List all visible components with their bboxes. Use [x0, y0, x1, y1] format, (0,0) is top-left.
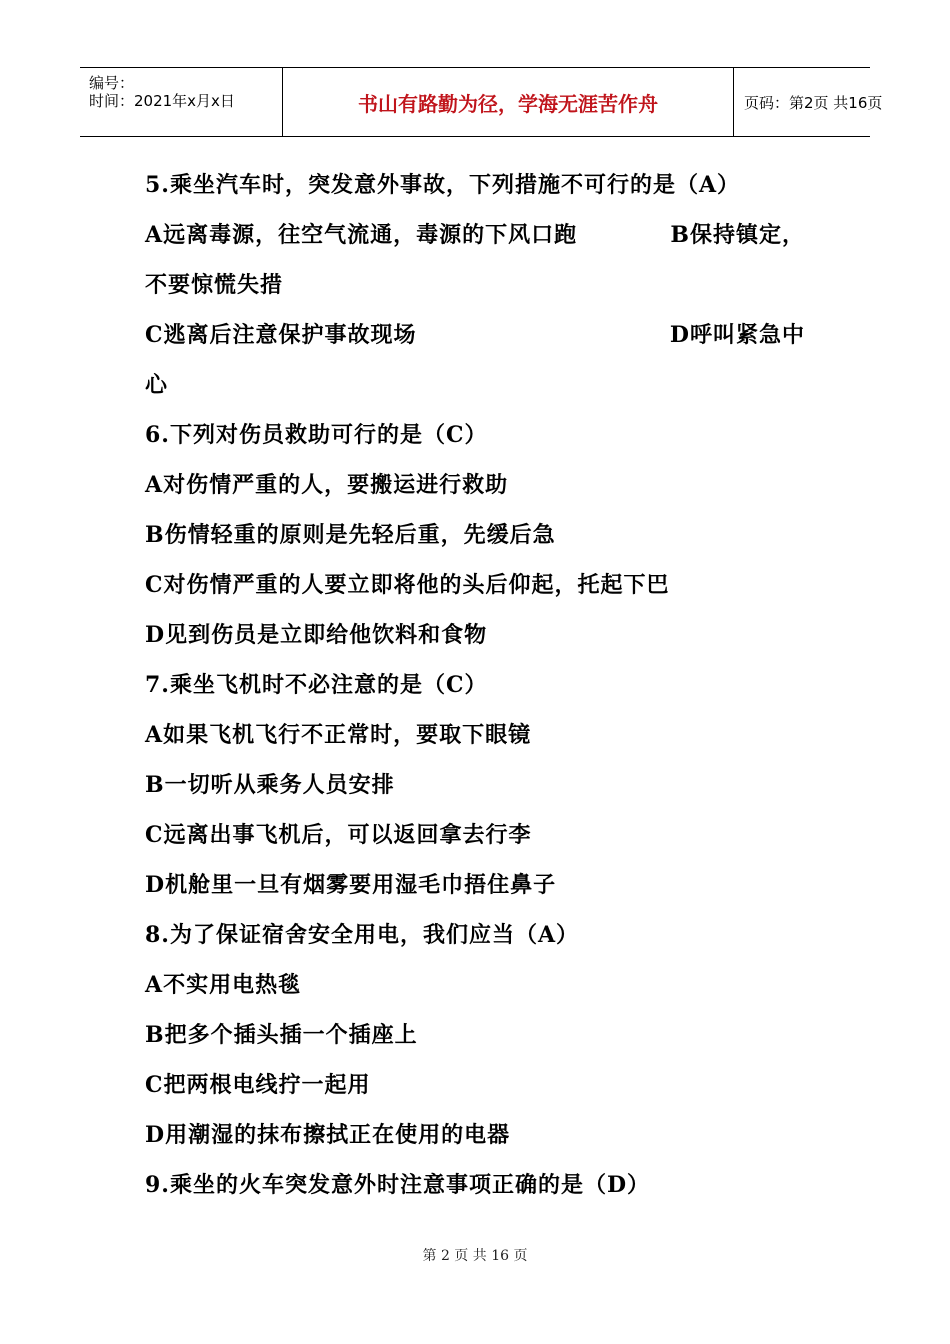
- option-5b: B保持镇定，: [670, 222, 805, 248]
- option-8b: B把多个插头插一个插座上: [145, 1022, 418, 1048]
- option-7d: D机舱里一旦有烟雾要用湿毛巾捂住鼻子: [145, 872, 557, 898]
- page-footer: 第 2 页 共 16 页: [422, 1248, 528, 1264]
- option-5a: A远离毒源，往空气流通，毒源的下风口跑: [145, 222, 578, 248]
- question-5: 5.乘坐汽车时，突发意外事故，下列措施不可行的是（A）: [145, 172, 741, 198]
- header-motto: 书山有路勤为径，学海无涯苦作舟: [282, 68, 734, 136]
- option-8d: D用潮湿的抹布擦拭正在使用的电器: [145, 1122, 511, 1148]
- page-header: [80, 67, 883, 137]
- question-8: 8.为了保证宿舍安全用电，我们应当（A）: [145, 922, 580, 948]
- option-5d-continued: 心: [145, 372, 169, 398]
- option-7a: A如果飞机飞行不正常时，要取下眼镜: [145, 722, 532, 748]
- option-7c: C远离出事飞机后，可以返回拿去行李: [145, 822, 532, 848]
- question-7: 7.乘坐飞机时不必注意的是（C）: [145, 672, 488, 698]
- question-9: 9.乘坐的火车突发意外时注意事项正确的是（D）: [145, 1172, 651, 1198]
- option-5c: C逃离后注意保护事故现场: [145, 322, 417, 348]
- option-8c: C把两根电线拧一起用: [145, 1072, 371, 1098]
- question-5-options-row: [145, 210, 805, 260]
- question-6: 6.下列对伤员救助可行的是（C）: [145, 422, 488, 448]
- option-6a: A对伤情严重的人，要搬运进行救助: [145, 472, 509, 498]
- option-5b-continued: 不要惊慌失措: [145, 272, 284, 298]
- question-5-options-row-2: [145, 310, 805, 360]
- option-6d: D见到伤员是立即给他饮料和食物: [145, 622, 488, 648]
- header-page-info: 页码：第2页 共16页: [744, 93, 883, 112]
- option-8a: A不实用电热毯: [145, 972, 302, 998]
- document-body: [145, 160, 825, 1210]
- document-time-label: 时间：2021年x月x日: [89, 92, 235, 110]
- option-6c: C对伤情严重的人要立即将他的头后仰起，托起下巴: [145, 572, 670, 598]
- document-number-label: 编号：: [89, 74, 135, 92]
- option-5d: D呼叫紧急中: [669, 322, 805, 348]
- option-7b: B一切听从乘务人员安排: [145, 772, 395, 798]
- option-6b: B伤情轻重的原则是先轻后重，先缓后急: [145, 522, 556, 548]
- header-meta: [80, 68, 282, 136]
